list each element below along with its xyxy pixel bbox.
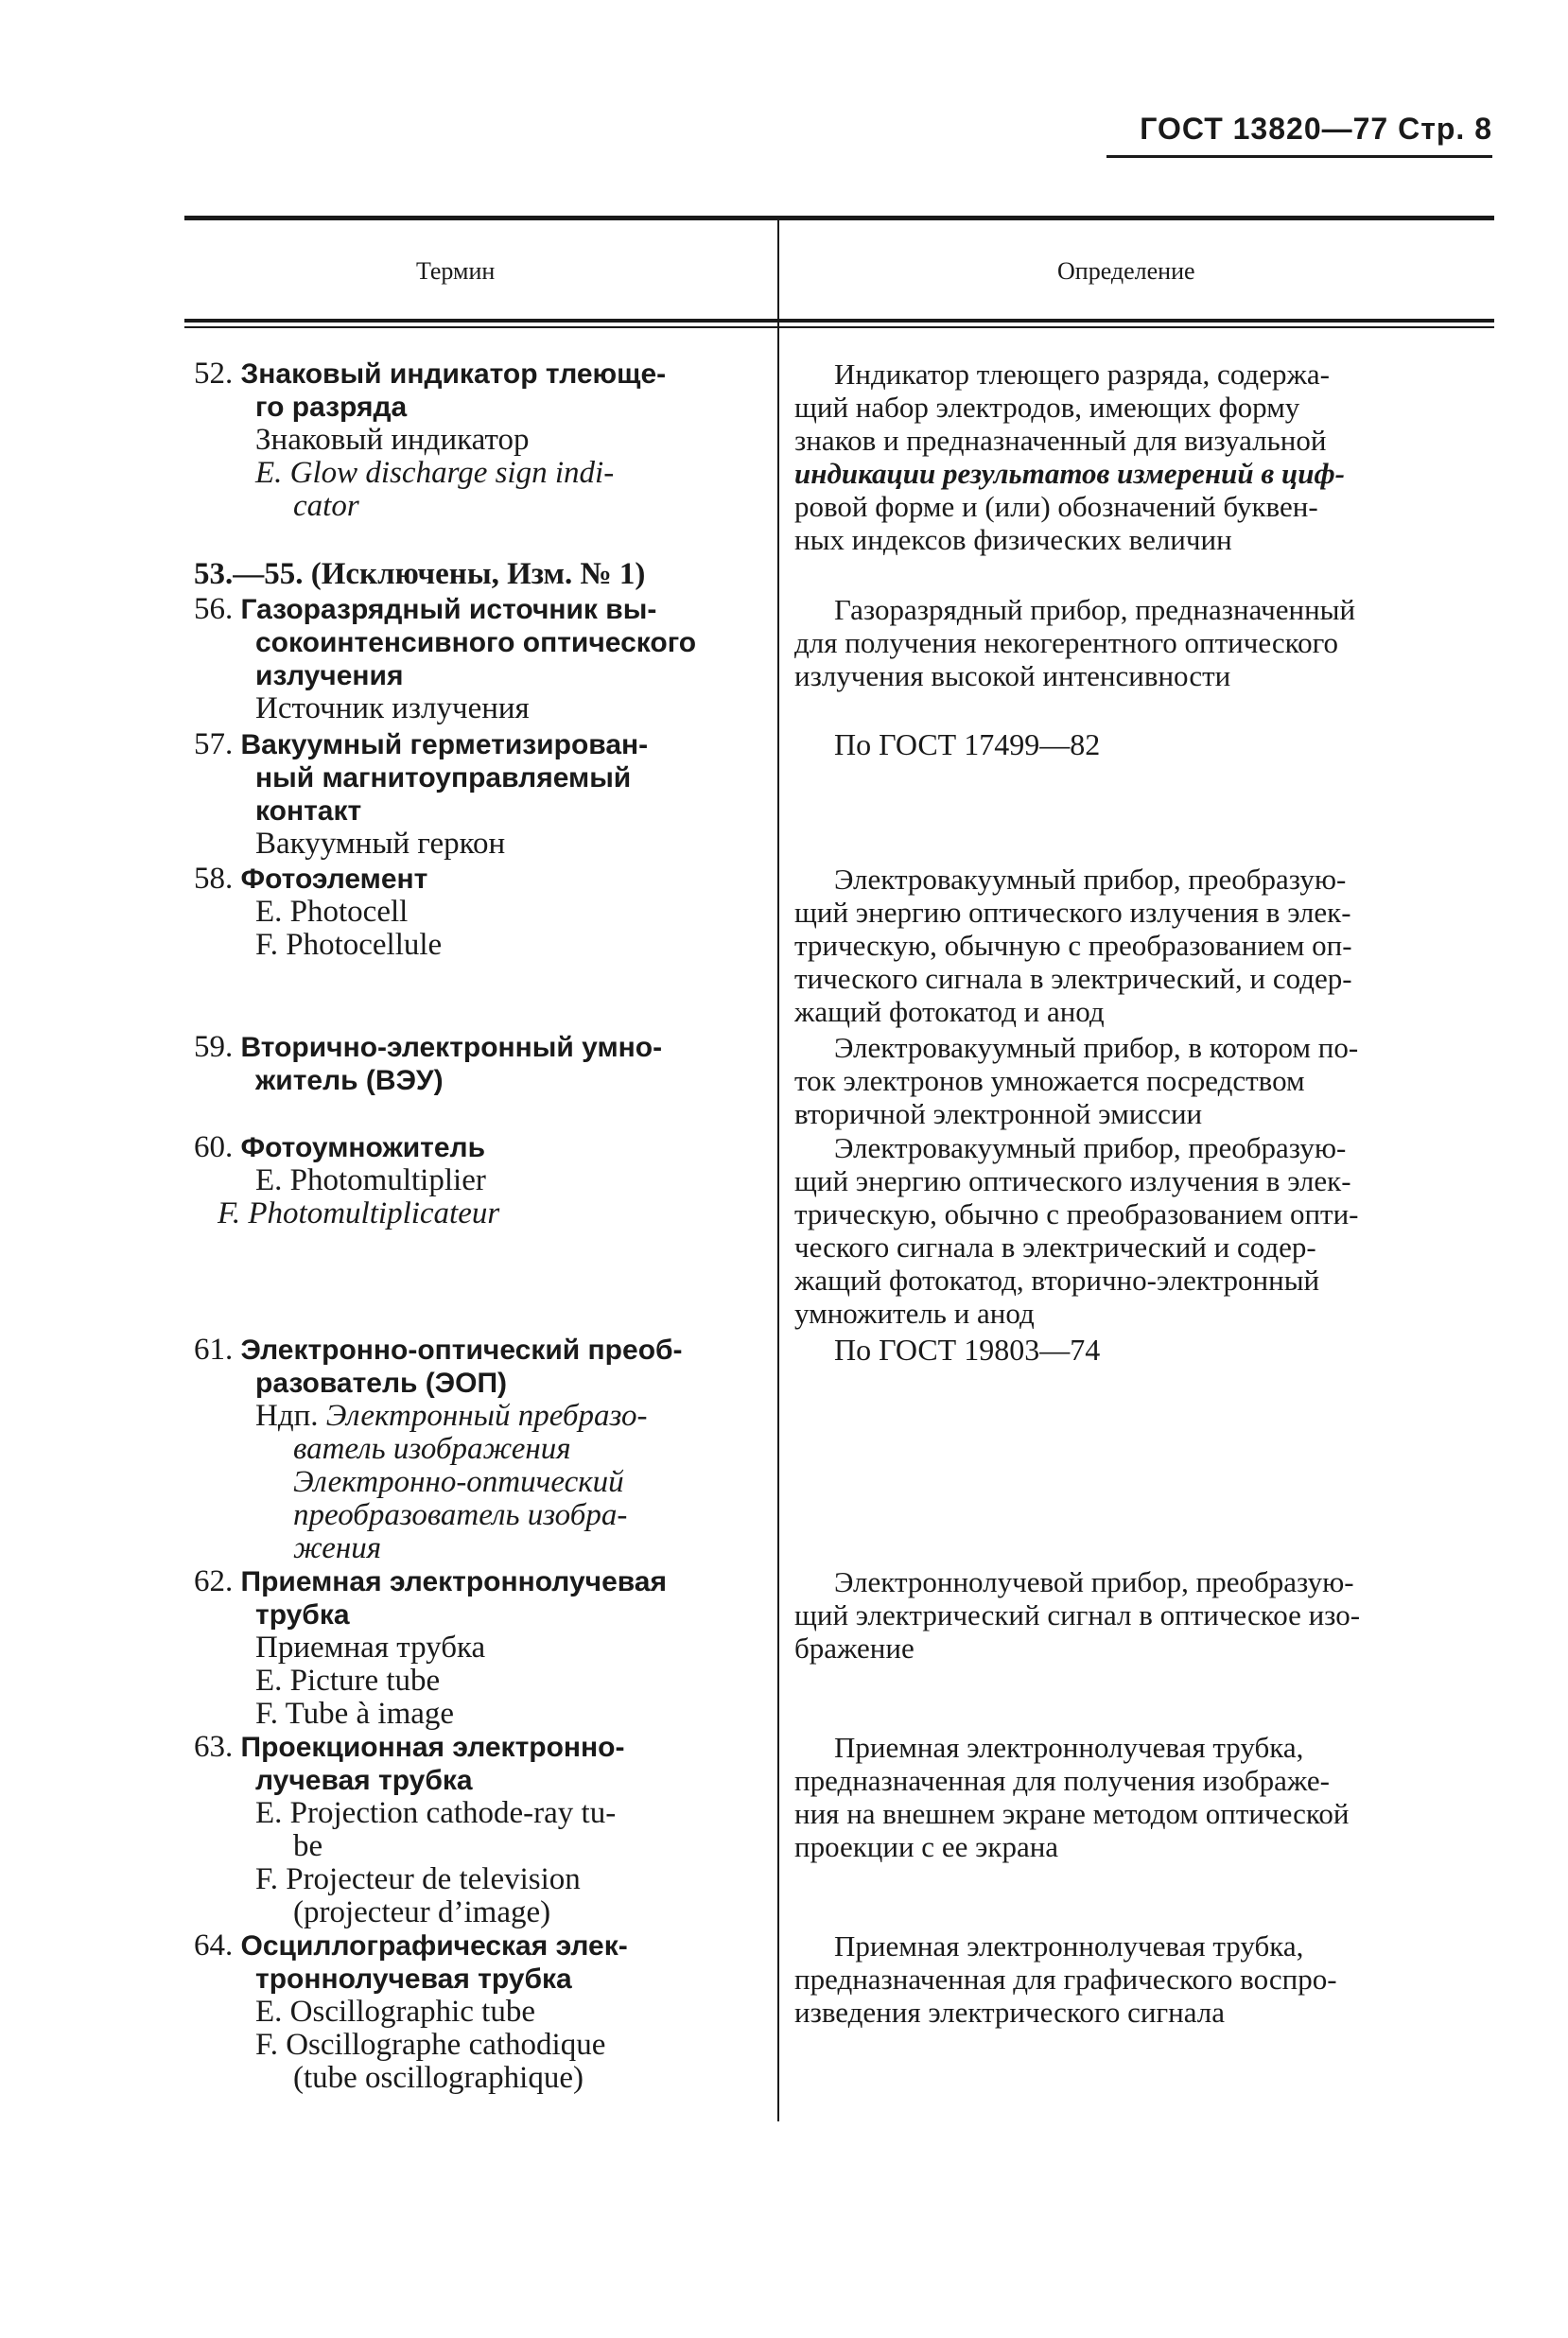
- term-entry-53-55: [194, 558, 752, 591]
- term-entry-59: [194, 1031, 752, 1097]
- column-header-term: Термин: [416, 257, 496, 285]
- definition-line: для получения некогерентного оптического: [794, 626, 1339, 659]
- definition-line: ток электронов умножается посредством: [794, 1064, 1305, 1097]
- definition-line: вторичной электронной эмиссии: [794, 1097, 1203, 1130]
- table-top-rule: [184, 216, 1494, 220]
- definition-line: тического сигнала в электрический, и содер-: [794, 962, 1352, 995]
- term-entry-61: [194, 1334, 752, 1565]
- term-title-cont: го разряда: [255, 392, 408, 423]
- definition-line: трическую, обычно с преобразованием опти-: [794, 1197, 1359, 1230]
- definition-59: [794, 1031, 1506, 1130]
- definition-line: ровой форме и (или) обозначений буквен-: [794, 490, 1318, 523]
- definition-57: [794, 728, 1506, 761]
- definition-line: индикации результатов измерений в циф-: [794, 457, 1345, 490]
- table-header-rule-thin: [184, 326, 1494, 328]
- term-french: F. Photomultiplicateur: [218, 1196, 500, 1230]
- page-header: ГОСТ 13820—77 Стр. 8: [1140, 112, 1492, 146]
- ndp-term-cont: преобразователь изобра-: [293, 1498, 628, 1532]
- term-title: Приемная электроннолучевая: [240, 1566, 667, 1597]
- term-title-cont: трубка: [255, 1599, 350, 1631]
- definition-line: бражение: [794, 1631, 915, 1665]
- definition-line: По ГОСТ 17499—82: [834, 727, 1101, 761]
- ndp-term-cont: жения: [293, 1531, 382, 1565]
- definition-line: Приемная электроннолучевая трубка,: [834, 1731, 1304, 1764]
- term-french-cont: (tube oscillographique): [293, 2061, 584, 2095]
- term-number: 52.: [194, 357, 234, 391]
- definition-62: [794, 1565, 1506, 1665]
- definition-56: [794, 593, 1506, 692]
- definition-line: щий набор электродов, имеющих форму: [794, 391, 1300, 424]
- definition-line: умножитель и анод: [794, 1297, 1035, 1330]
- definition-line: знаков и предназначенный для визуальной: [794, 424, 1327, 457]
- definition-line: предназначенная для получения изображе-: [794, 1764, 1330, 1797]
- definition-line: Приемная электроннолучевая трубка,: [834, 1929, 1304, 1963]
- term-english: E. Photocell: [255, 895, 409, 929]
- term-french-cont: (projecteur d’image): [293, 1895, 551, 1929]
- definition-line: изведения электрического сигнала: [794, 1996, 1225, 2029]
- term-number: 57.: [194, 727, 234, 761]
- definition-line: ных индексов физических величин: [794, 523, 1232, 556]
- term-entry-52: [194, 358, 752, 523]
- term-number: 63.: [194, 1730, 234, 1764]
- term-number: 64.: [194, 1928, 234, 1963]
- term-entry-62: [194, 1565, 752, 1731]
- definition-line: щий энергию оптического излучения в элек-: [794, 896, 1351, 929]
- ndp-term: Электронно-оптический: [293, 1465, 624, 1499]
- term-entry-64: [194, 1929, 752, 2095]
- term-title-cont: излучения: [255, 660, 404, 691]
- term-number: 56.: [194, 592, 234, 626]
- column-header-definition: Определение: [1057, 257, 1195, 285]
- term-entry-63: [194, 1731, 752, 1929]
- term-entry-58: [194, 863, 752, 962]
- definition-line: излучения высокой интенсивности: [794, 659, 1231, 692]
- definition-line: ческого сигнала в электрический и содер-: [794, 1230, 1316, 1264]
- definition-line: Газоразрядный прибор, предназначенный: [834, 593, 1356, 626]
- term-title: Осциллографическая элек-: [240, 1930, 628, 1962]
- definition-line: Электровакуумный прибор, преобразую-: [834, 1131, 1347, 1164]
- term-title: Фотоэлемент: [240, 864, 428, 895]
- term-title: Знаковый индикатор тлеюще-: [240, 358, 667, 390]
- term-french: F. Tube à image: [255, 1697, 455, 1731]
- ndp-label: Ндп.: [255, 1399, 319, 1433]
- term-title-cont: лучевая трубка: [255, 1765, 473, 1796]
- definition-line: ния на внешнем экране методом оптической: [794, 1797, 1350, 1830]
- definition-63: [794, 1731, 1506, 1863]
- term-number: 58.: [194, 862, 234, 896]
- term-title-cont: разователь (ЭОП): [255, 1368, 508, 1399]
- definition-line: щий электрический сигнал в оптическое изо-: [794, 1598, 1361, 1631]
- definition-52: [794, 358, 1506, 556]
- definition-61: [794, 1334, 1506, 1367]
- term-title-cont: сокоинтенсивного оптического: [255, 627, 697, 658]
- definition-line: проекции с ее экрана: [794, 1830, 1059, 1863]
- term-title-cont: житель (ВЭУ): [255, 1065, 444, 1096]
- term-french: F. Projecteur de television: [255, 1862, 581, 1896]
- definition-58: [794, 863, 1506, 1028]
- excluded-note: 53.—55. (Исключены, Изм. № 1): [194, 557, 646, 591]
- definition-line: По ГОСТ 19803—74: [834, 1333, 1101, 1367]
- term-title: Газоразрядный источник вы-: [240, 594, 657, 625]
- term-number: 60.: [194, 1130, 234, 1164]
- ndp-term-cont: ватель изображения: [293, 1432, 571, 1466]
- term-title-cont: контакт: [255, 795, 362, 827]
- definition-line: щий энергию оптического излучения в элек-: [794, 1164, 1351, 1197]
- term-synonym: Знаковый индикатор: [255, 423, 530, 457]
- term-english: E. Oscillographic tube: [255, 1995, 536, 2029]
- term-title: Вторично-электронный умно-: [240, 1032, 663, 1063]
- term-title: Фотоумножитель: [240, 1132, 486, 1163]
- ndp-term: Электронный пребразо-: [325, 1399, 648, 1433]
- table-header-rule: [184, 319, 1494, 323]
- term-english: E. Projection cathode-ray tu-: [255, 1796, 617, 1830]
- definition-line: Электровакуумный прибор, в котором по-: [834, 1031, 1359, 1064]
- definition-line: Электровакуумный прибор, преобразую-: [834, 863, 1347, 896]
- definition-60: [794, 1131, 1506, 1330]
- term-number: 62.: [194, 1564, 234, 1598]
- term-number: 61.: [194, 1333, 234, 1367]
- term-number: 59.: [194, 1030, 234, 1064]
- term-english: E. Photomultiplier: [255, 1163, 486, 1197]
- term-entry-57: [194, 728, 752, 861]
- term-entry-56: [194, 593, 752, 725]
- definition-line: жащий фотокатод и анод: [794, 995, 1105, 1028]
- definition-line: трическую, обычную с преобразованием оп-: [794, 929, 1352, 962]
- term-english-cont: cator: [293, 489, 359, 523]
- definition-line: жащий фотокатод, вторично-электронный: [794, 1264, 1320, 1297]
- term-english-cont: be: [293, 1829, 323, 1863]
- term-english: E. Glow discharge sign indi-: [255, 456, 615, 490]
- term-french: F. Photocellule: [255, 928, 443, 962]
- term-title: Проекционная электронно-: [240, 1732, 625, 1763]
- term-synonym: Приемная трубка: [255, 1631, 486, 1665]
- term-title-cont: ный магнитоуправляемый: [255, 762, 632, 794]
- definition-line: Электроннолучевой прибор, преобразую-: [834, 1565, 1354, 1598]
- term-synonym: Источник излучения: [255, 691, 530, 725]
- term-title: Электронно-оптический преоб-: [240, 1335, 683, 1366]
- term-title: Вакуумный герметизирован-: [240, 729, 649, 760]
- term-entry-60: [194, 1131, 752, 1230]
- definition-64: [794, 1929, 1506, 2029]
- header-rule: [1106, 155, 1492, 158]
- term-title-cont: троннолучевая трубка: [255, 1963, 572, 1995]
- definition-line: предназначенная для графического воспро-: [794, 1963, 1337, 1996]
- term-french: F. Oscillographe cathodique: [255, 2028, 606, 2062]
- column-divider: [777, 216, 779, 2121]
- term-english: E. Picture tube: [255, 1664, 441, 1698]
- term-synonym: Вакуумный геркон: [255, 827, 506, 861]
- definition-line: Индикатор тлеющего разряда, содержа-: [834, 358, 1330, 391]
